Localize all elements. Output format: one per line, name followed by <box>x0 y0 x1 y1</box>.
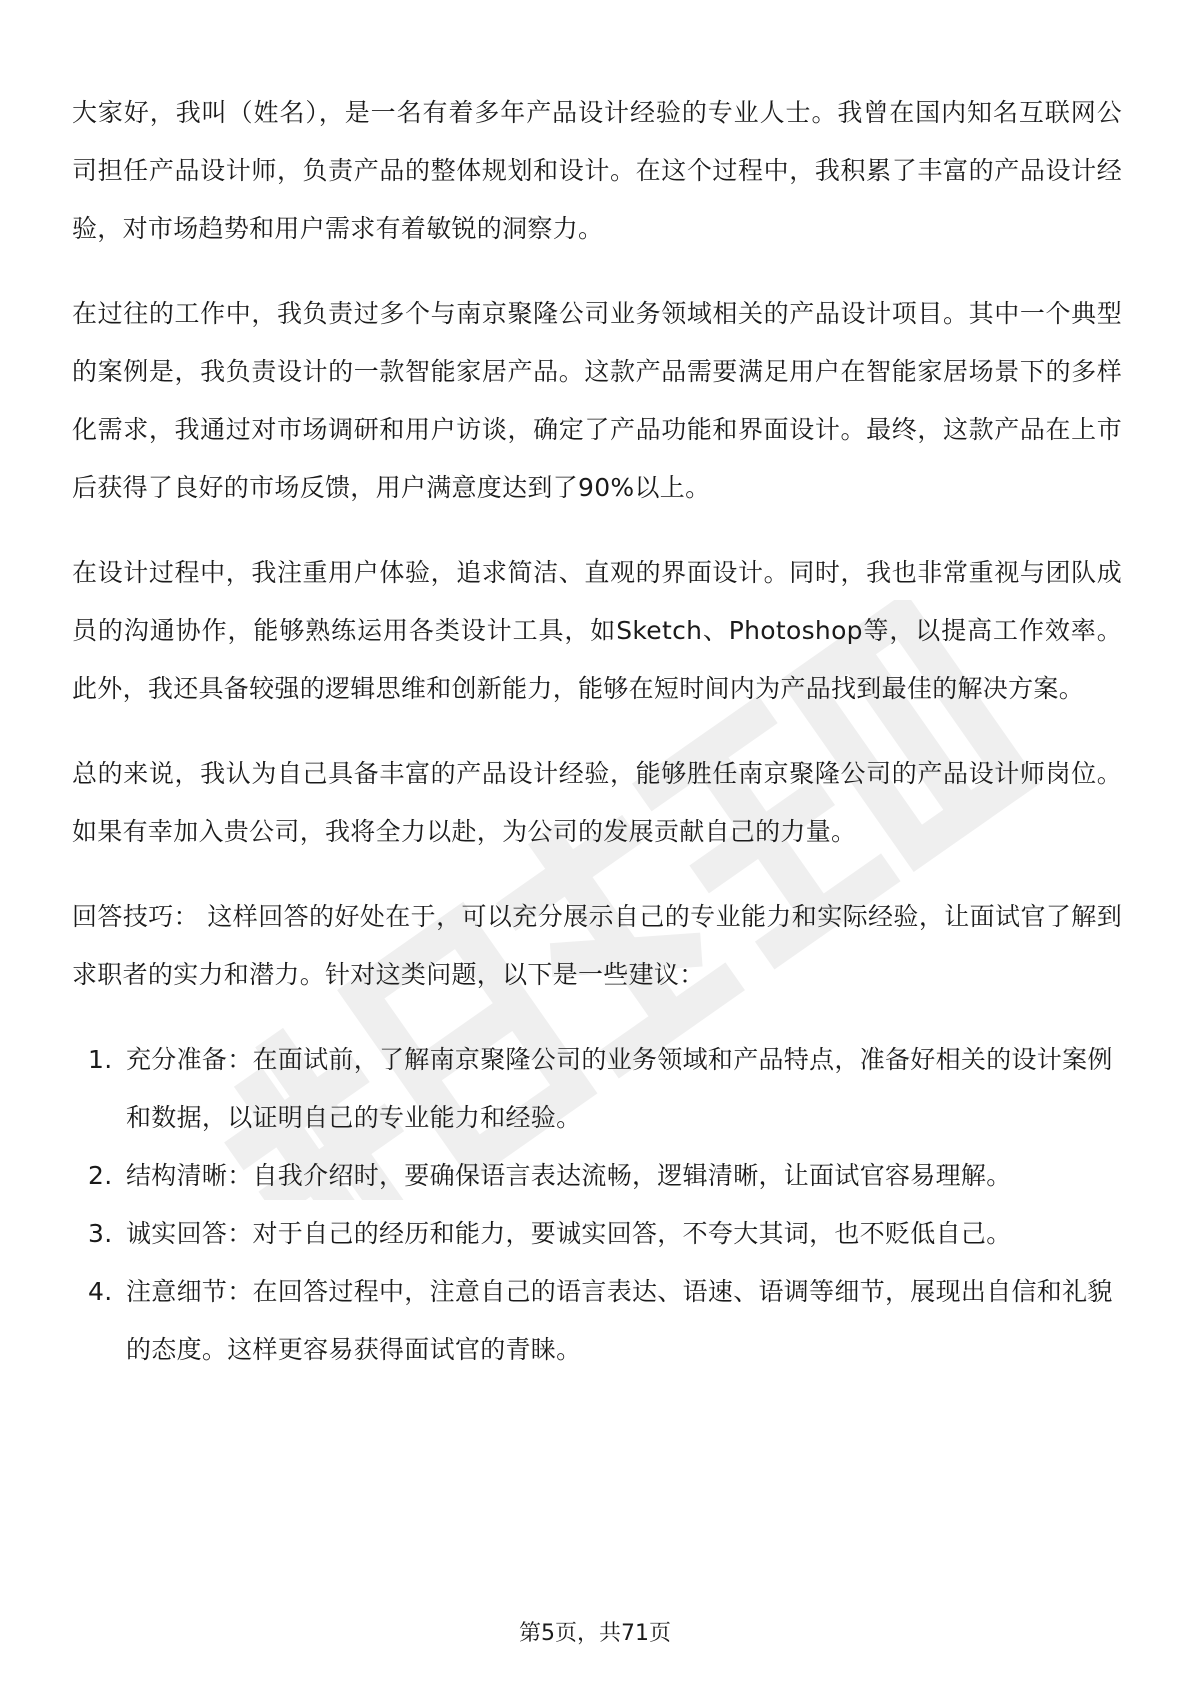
paragraph-summary: 总的来说，我认为自己具备丰富的产品设计经验，能够胜任南京聚隆公司的产品设计师岗位。如果有幸加入贵公司，我将全力以赴，为公司的发展贡献自己的力量。 <box>72 759 1122 846</box>
list-number: 2. <box>88 1161 113 1190</box>
list-text: 诚实回答：对于自己的经历和能力，要诚实回答，不夸大其词，也不贬低自己。 <box>126 1219 1012 1248</box>
page-number-footer: 第5页，共71页 <box>519 1621 671 1646</box>
document-body <box>72 84 1122 1379</box>
list-item <box>72 1205 1122 1263</box>
list-number: 4. <box>88 1277 113 1306</box>
paragraph-intro: 大家好，我叫（姓名），是一名有着多年产品设计经验的专业人士。我曾在国内知名互联网公司担任产品设计师，负责产品的整体规划和设计。在这个过程中，我积累了丰富的产品设计经验，对市场趋势和用户需求有着敏锐的洞察力。 <box>72 98 1122 243</box>
list-text: 注意细节：在回答过程中，注意自己的语言表达、语速、语调等细节，展现出自信和礼貌的态度。这样更容易获得面试官的青睐。 <box>126 1277 1113 1364</box>
list-number: 3. <box>88 1219 113 1248</box>
tips-list <box>72 1031 1122 1379</box>
paragraph-tips-intro: 回答技巧： 这样回答的好处在于，可以充分展示自己的专业能力和实际经验，让面试官了解到求职者的实力和潜力。针对这类问题，以下是一些建议： <box>72 902 1122 989</box>
paragraph-process: 在设计过程中，我注重用户体验，追求简洁、直观的界面设计。同时，我也非常重视与团队成员的沟通协作，能够熟练运用各类设计工具，如Sketch、Photoshop等，以提高工作效率。此外，我还具备较强的逻辑思维和创新能力，能够在短时间内为产品找到最佳的解决方案。 <box>72 558 1122 703</box>
list-number: 1. <box>88 1045 113 1074</box>
list-item <box>72 1031 1122 1147</box>
list-item <box>72 1147 1122 1205</box>
list-item <box>72 1263 1122 1379</box>
paragraph-experience: 在过往的工作中，我负责过多个与南京聚隆公司业务领域相关的产品设计项目。其中一个典型的案例是，我负责设计的一款智能家居产品。这款产品需要满足用户在智能家居场景下的多样化需求，我通过对市场调研和用户访谈，确定了产品功能和界面设计。最终，这款产品在上市后获得了良好的市场反馈，用户满意度达到了90%以上。 <box>72 299 1122 502</box>
list-text: 充分准备：在面试前，了解南京聚隆公司的业务领域和产品特点，准备好相关的设计案例和数据，以证明自己的专业能力和经验。 <box>126 1045 1113 1132</box>
list-text: 结构清晰：自我介绍时，要确保语言表达流畅，逻辑清晰，让面试官容易理解。 <box>126 1161 1012 1190</box>
